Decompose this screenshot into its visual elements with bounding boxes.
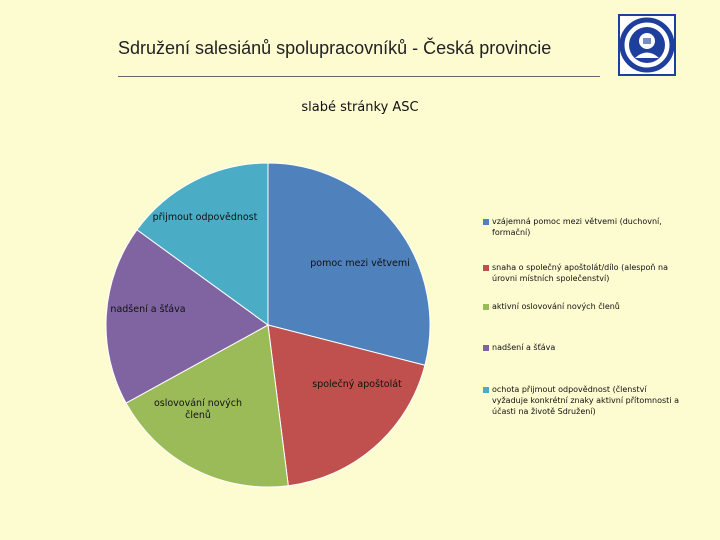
legend-item-5 — [483, 384, 683, 417]
legend-swatch-4 — [483, 345, 489, 351]
legend-label-5: ochota přijmout odpovědnost (členství vyžaduje konkrétní znaky aktivní přítomnosti a účasti na životě Sdružení) — [492, 385, 679, 416]
chart-title: slabé stránky ASC — [301, 100, 419, 115]
legend-item-4 — [483, 342, 683, 353]
legend-item-3 — [483, 301, 683, 312]
legend-label-2: snaha o společný apoštolát/dílo (alespoň na úrovni místních společenství) — [492, 263, 669, 283]
legend-swatch-5 — [483, 387, 489, 393]
page-title: Sdružení salesiánů spolupracovníků - Česká provincie — [118, 38, 552, 58]
legend-swatch-3 — [483, 304, 489, 310]
legend-item-2 — [483, 262, 683, 284]
legend-label-4: nadšení a šťáva — [492, 343, 556, 352]
slice-label-3: oslovování nových členů — [153, 398, 243, 421]
slice-label-1: pomoc mezi větvemi — [310, 258, 410, 269]
legend-swatch-1 — [483, 219, 489, 225]
slice-label-5: přijmout odpovědnost — [152, 212, 258, 223]
legend-item-1 — [483, 216, 683, 238]
slice-label-4: nadšení a šťáva — [110, 304, 186, 315]
slice-label-2: společný apoštolát — [312, 379, 402, 390]
legend-swatch-2 — [483, 265, 489, 271]
legend-label-1: vzájemná pomoc mezi větvemi (duchovní, formační) — [492, 217, 662, 237]
legend-label-3: aktivní oslovování nových členů — [492, 302, 620, 311]
